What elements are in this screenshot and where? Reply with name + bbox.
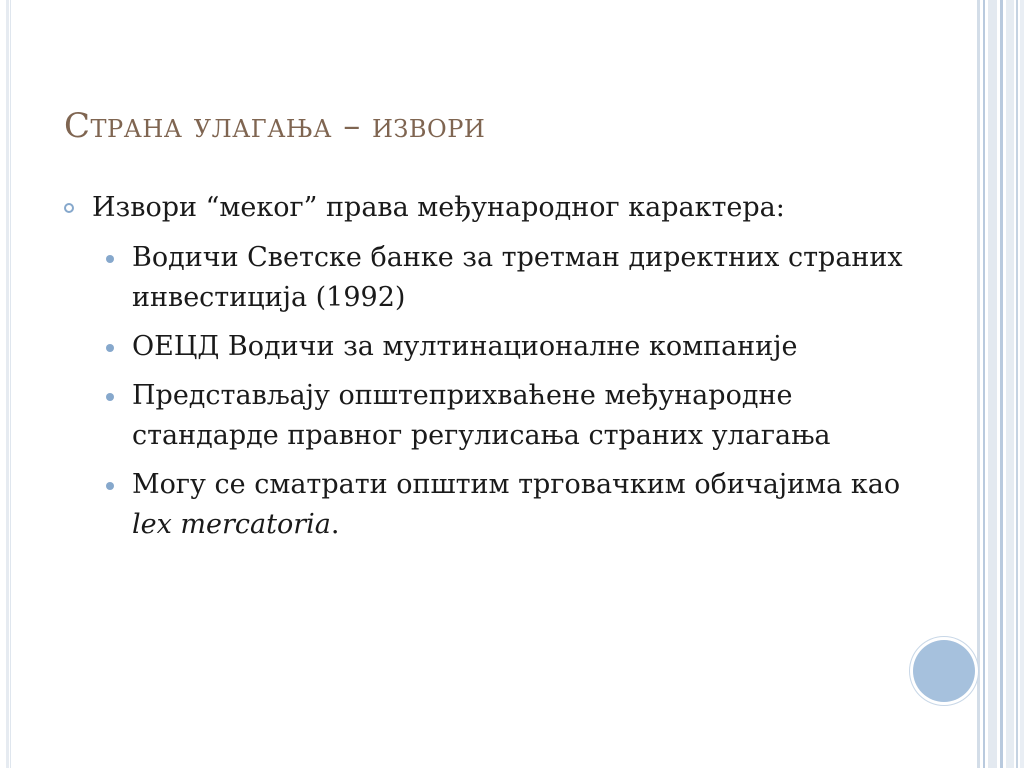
bullet-level2 — [64, 376, 904, 456]
right-stripe — [983, 0, 985, 768]
bullet-level1-text: Извори “меког” права међународног карактера: — [92, 192, 785, 223]
bullet-level2-text: Представљају општеприхваћене међународне стандарде правног регулисања страних улагања — [132, 380, 831, 451]
slide-title-text: Страна улагања – извори — [64, 106, 486, 146]
dot-bullet-icon — [106, 344, 114, 352]
bullet-level1 — [64, 188, 904, 228]
bullet-level2-text: Могу се сматрати општим трговачким обичајима као — [132, 469, 901, 500]
bullet-level2 — [64, 327, 904, 367]
right-stripe — [1020, 0, 1024, 768]
right-stripe — [1006, 0, 1014, 768]
right-stripe — [1000, 0, 1003, 768]
right-stripe — [988, 0, 997, 768]
dot-bullet-icon — [106, 393, 114, 401]
right-stripe — [977, 0, 980, 768]
bullet-level2-punctuation: . — [330, 509, 340, 540]
bullet-level2 — [64, 238, 904, 318]
bullet-level2-text: Водичи Светске банке за третман директних страних инвестиција (1992) — [132, 242, 903, 313]
left-border-line-inner — [10, 0, 11, 768]
slide-title — [64, 106, 485, 146]
bullet-level2 — [64, 465, 904, 545]
dot-bullet-icon — [106, 482, 114, 490]
ring-bullet-icon — [64, 203, 74, 213]
left-border-line — [6, 0, 9, 768]
right-stripe — [1016, 0, 1018, 768]
slide-body — [64, 188, 904, 554]
bullet-level2-italic-text: lex mercatoria — [132, 509, 331, 540]
bullet-level2-text: ОЕЦД Водичи за мултинационалне компаније — [132, 331, 798, 362]
decorative-circle — [913, 640, 975, 702]
dot-bullet-icon — [106, 255, 114, 263]
